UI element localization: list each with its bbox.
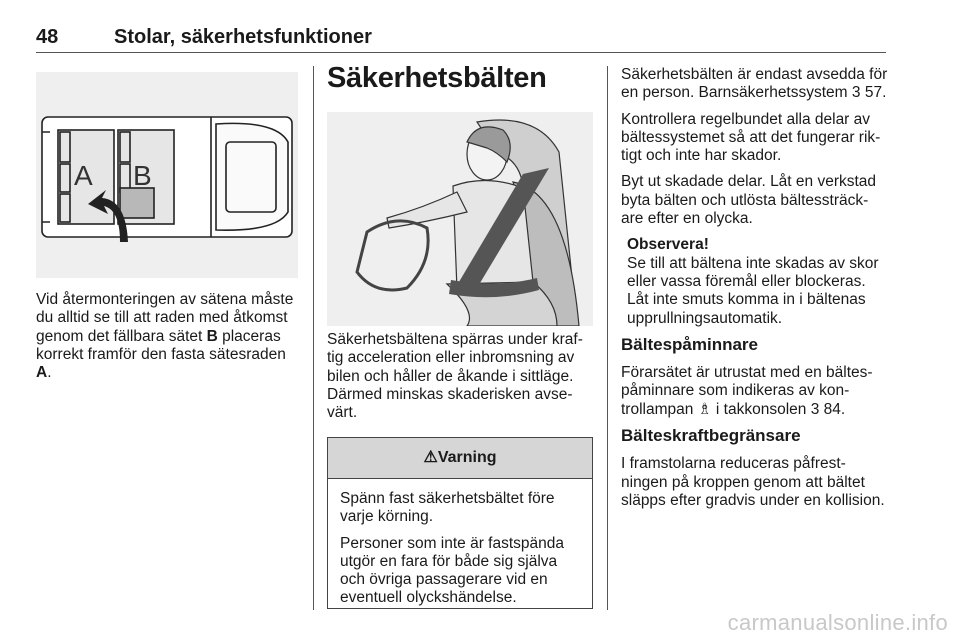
note-text: Se till att bältena inte skadas av skor eller vassa föremål eller blockeras. Låt inte smuts komma in i bältenas upprullningsautomatik.: [627, 254, 879, 327]
note-title: Observera!: [627, 236, 709, 254]
warning-title: Varning: [437, 449, 497, 466]
heading-belt-force-limiter: Bälteskraftbegränsare: [621, 426, 801, 446]
paragraph-belt-force-limiter: I framstolarna reduceras påfrest-ningen på kroppen genom att bältet släpps efter gradvis under en kollision.: [621, 455, 885, 509]
seat-a-label: A: [36, 364, 48, 382]
column-2: [327, 331, 595, 430]
page-title: Stolar, säkerhetsfunktioner: [114, 26, 372, 48]
warning-box: [327, 437, 593, 609]
note-block: [621, 236, 889, 327]
paragraph-replace: Byt ut skadade delar. Låt en verkstad byta bälten och utlösta bältessträck-are efter en olycka.: [621, 173, 877, 228]
column-1: [36, 291, 304, 390]
warning-header: [328, 438, 592, 479]
paragraph-one-person: Säkerhetsbälten är endast avsedda för en person. Barnsäkerhetssystem 3 57.: [621, 66, 888, 102]
watermark: carmanualsonline.info: [727, 610, 948, 635]
page-reference-icon: 3: [851, 84, 861, 102]
column-divider: [313, 66, 314, 610]
page-reference-icon: 3: [810, 400, 820, 418]
warning-body: [328, 479, 592, 608]
seat-reinstall-paragraph: Vid återmonteringen av sätena måste du alltid se till att raden med åtkomst genom det fällbara sätet B placeras korrekt framför den fasta sätesraden A.: [36, 291, 294, 382]
seatbelt-warning-lamp-icon: ♗: [697, 400, 712, 418]
page-header: [36, 22, 886, 53]
seat-row-label-b: B: [133, 160, 152, 191]
warning-paragraph-1: Spänn fast säkerhetsbältet före varje körning.: [340, 490, 555, 526]
heading-belt-reminder: Bältespåminnare: [621, 334, 758, 354]
seatbelt-illustration: [327, 112, 593, 326]
paragraph-check: Kontrollera regelbundet alla delar av bältessystemet så att det fungerar rik-tigt och inte har skador.: [621, 110, 881, 165]
paragraph-belt-reminder: Förarsätet är utrustat med en bältes-påminnare som indikeras av kon-trollampan ♗ i takkonsolen 3 84.: [621, 364, 873, 418]
page-number: 48: [36, 26, 59, 48]
seat-b-label: B: [206, 327, 218, 345]
seat-row-label-a: A: [74, 160, 93, 191]
seat-layout-illustration: [36, 72, 298, 278]
column-divider: [607, 66, 608, 610]
section-heading: Säkerhetsbälten: [327, 62, 547, 94]
warning-icon: ⚠: [423, 449, 438, 466]
seatbelt-intro-paragraph: Säkerhetsbältena spärras under kraf-tig acceleration eller inbromsning av bilen och håller de åkande i sittläge. Därmed minskas skaderisken avse-värt.: [327, 331, 583, 422]
warning-paragraph-2: Personer som inte är fastspända utgör en fara för både sig själva och övriga passagerare vid en eventuell olyckshändelse.: [340, 534, 565, 607]
column-3: [621, 66, 889, 518]
